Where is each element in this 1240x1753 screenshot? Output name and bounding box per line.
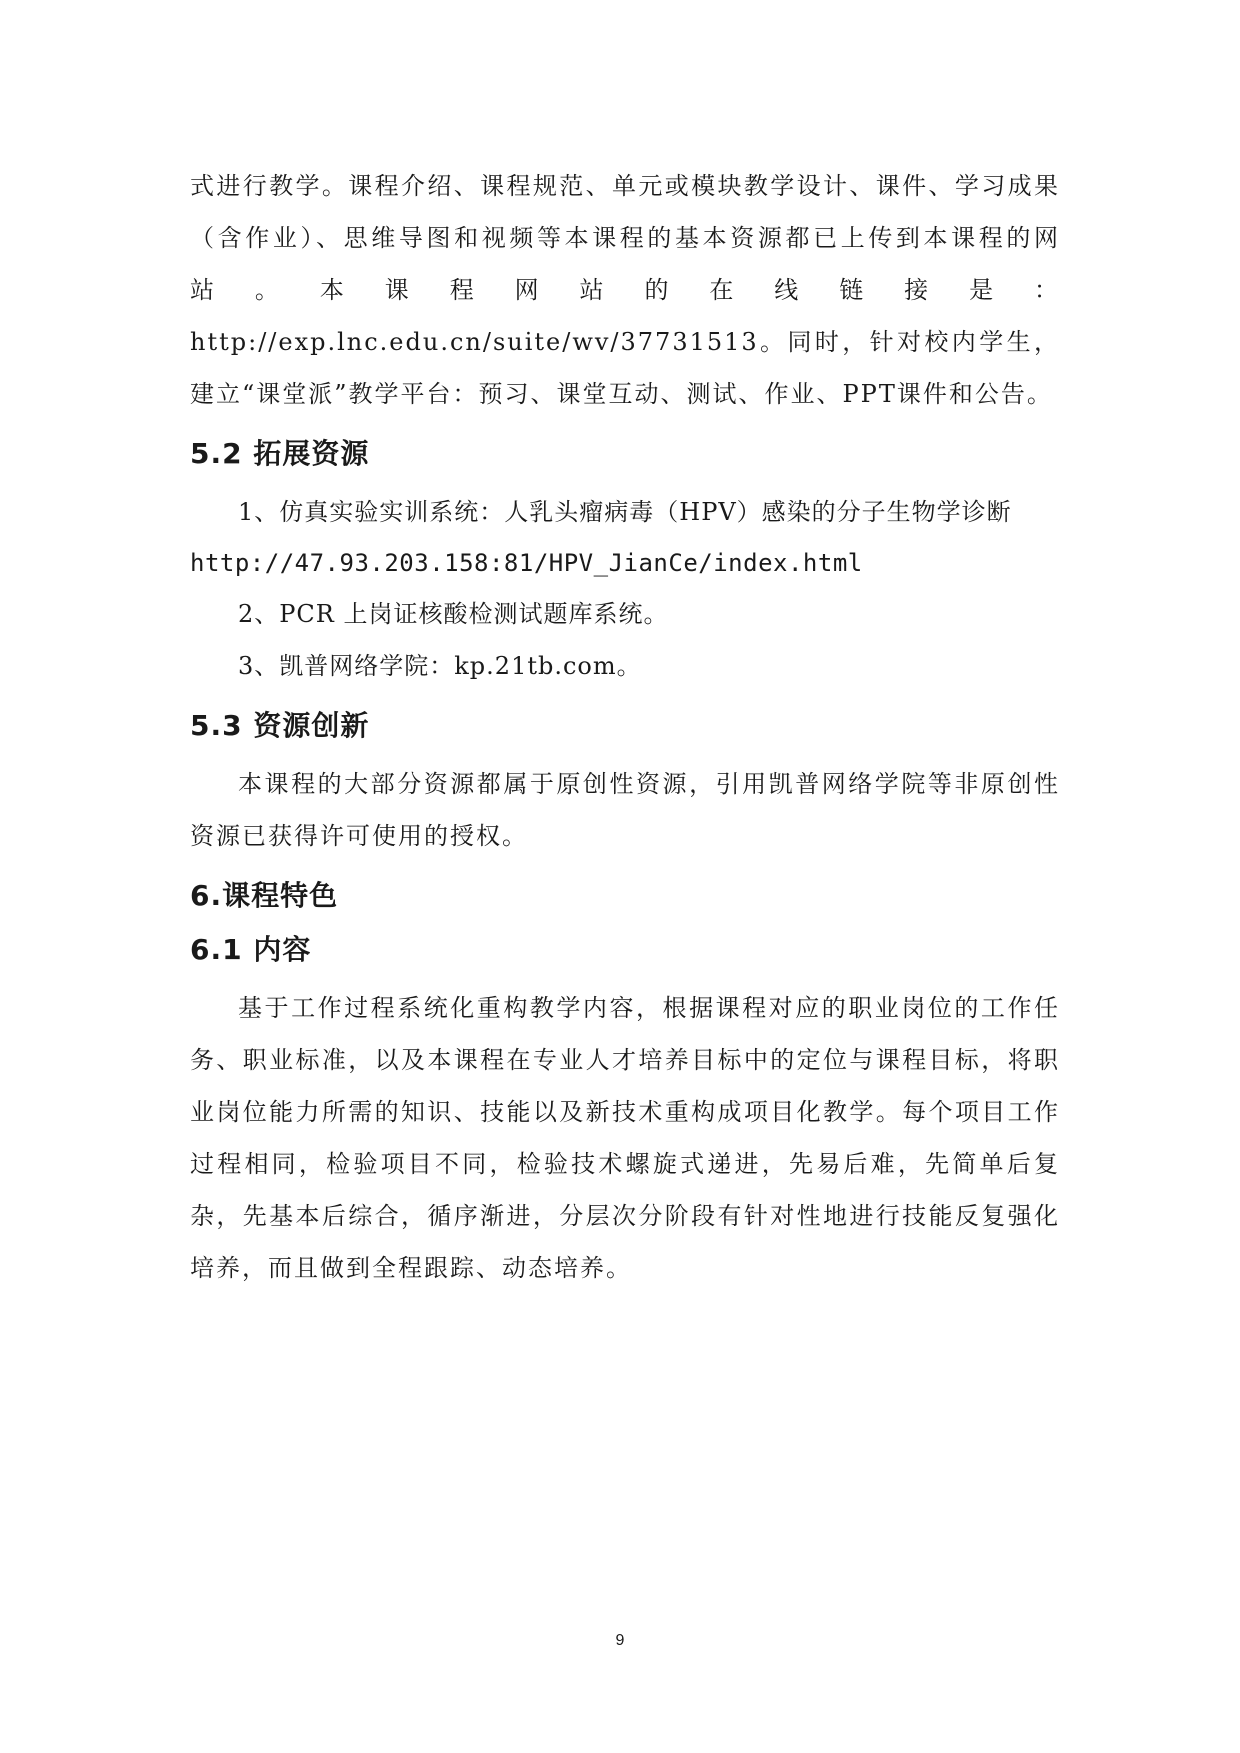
resource-item-1-url[interactable]: http://47.93.203.158:81/HPV_JianCe/index.html	[190, 549, 863, 577]
intro-paragraph: 式进行教学。课程介绍、课程规范、单元或模块教学设计、课件、学习成果（含作业）、思维导图和视频等本课程的基本资源都已上传到本课程的网站。本课程网站的在线链接是：http://exp.lnc.edu.cn/suite/wv/37731513。同时，针对校内学生，建立“课堂派”教学平台：预习、课堂互动、测试、作业、PPT课件和公告。	[190, 172, 1060, 408]
section-5-3-paragraph: 本课程的大部分资源都属于原创性资源，引用凯普网络学院等非原创性资源已获得许可使用的授权。	[190, 770, 1060, 850]
section-6-heading: 6.课程特色	[190, 879, 339, 912]
resource-item-2: 2、PCR 上岗证核酸检测试题库系统。	[238, 600, 669, 628]
section-6-1-paragraph: 基于工作过程系统化重构教学内容，根据课程对应的职业岗位的工作任务、职业标准，以及本课程在专业人才培养目标中的定位与课程目标，将职业岗位能力所需的知识、技能以及新技术重构成项目化教学。每个项目工作过程相同，检验项目不同，检验技术螺旋式递进，先易后难，先简单后复杂，先基本后综合，循序渐进，分层次分阶段有针对性地进行技能反复强化培养，而且做到全程跟踪、动态培养。	[190, 994, 1060, 1282]
resource-item-1: 1、仿真实验实训系统：人乳头瘤病毒（HPV）感染的分子生物学诊断	[238, 498, 1012, 526]
page-content	[190, 160, 1060, 1294]
section-6-1-heading: 6.1 内容	[190, 933, 312, 966]
section-5-2-heading: 5.2 拓展资源	[190, 437, 370, 470]
page-number: 9	[615, 1632, 625, 1649]
resource-item-3: 3、凯普网络学院：kp.21tb.com。	[238, 652, 642, 680]
section-5-3-heading: 5.3 资源创新	[190, 709, 370, 742]
